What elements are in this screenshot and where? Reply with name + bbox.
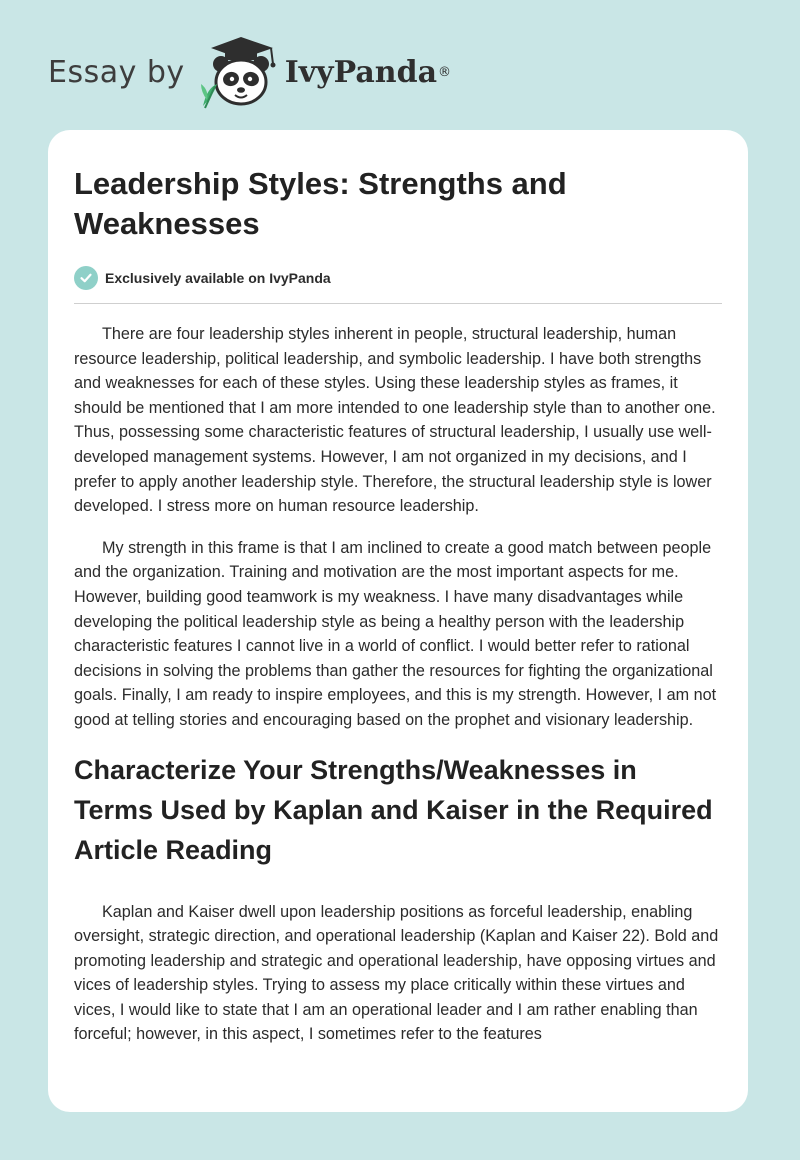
badge-label: Exclusively available on IvyPanda xyxy=(105,270,331,286)
section-heading: Characterize Your Strengths/Weaknesses in Terms Used by Kaplan and Kaiser in the Required Article Reading xyxy=(74,754,713,865)
exclusive-badge xyxy=(74,266,722,290)
essay-card xyxy=(48,130,748,1112)
body-paragraph: Kaplan and Kaiser dwell upon leadership positions as forceful leadership, enabling oversight, strategic direction, and operational leadership (Kaplan and Kaiser 22). Bold and promoting leadership and strategic and operational leadership, have opposing virtues and vices of leadership styles. Trying to assess my place critically within these virtues and vices, I would like to state that I am an operational leader and I am rather enabling than forceful; however, in this aspect, I sometimes refer to the features xyxy=(74,902,719,1044)
brand-header xyxy=(48,34,451,110)
body-paragraph: My strength in this frame is that I am inclined to create a good match between people and the organization. Training and motivation are the most important aspects for me. However, building good teamwork is my weakness. I have many disadvantages while developing the political leadership style as being a healthy person with the leadership characteristic features I cannot live in a world of conflict. I would better refer to rational decisions in solving the problems than gather the resources for fighting the organizational goals. Finally, I am ready to inspire employees, and this is my strength. However, I am not good at telling stories and encouraging based on the prophet and visionary leadership. xyxy=(74,538,717,729)
check-icon xyxy=(74,266,98,290)
essay-by-label: Essay by xyxy=(48,54,185,90)
registered-mark: ® xyxy=(438,64,452,80)
page-title: Leadership Styles: Strengths and Weaknesses xyxy=(74,166,567,241)
divider xyxy=(74,303,722,304)
panda-logo-icon[interactable] xyxy=(197,34,283,110)
body-paragraph: There are four leadership styles inherent in people, structural leadership, human resource leadership, political leadership, and symbolic leadership. I have both strengths and weaknesses for each of these styles. Using these leadership styles as frames, it should be mentioned that I am more intended to one leadership style than to another one. Thus, possessing some characteristic features of structural leadership, I usually use well-developed management systems. However, I am not organized in my decisions, and I prefer to apply another leadership style. Therefore, the structural leadership style is lower developed. I stress more on human resource leadership. xyxy=(74,325,716,516)
brand-name[interactable]: IvyPanda xyxy=(284,54,438,90)
